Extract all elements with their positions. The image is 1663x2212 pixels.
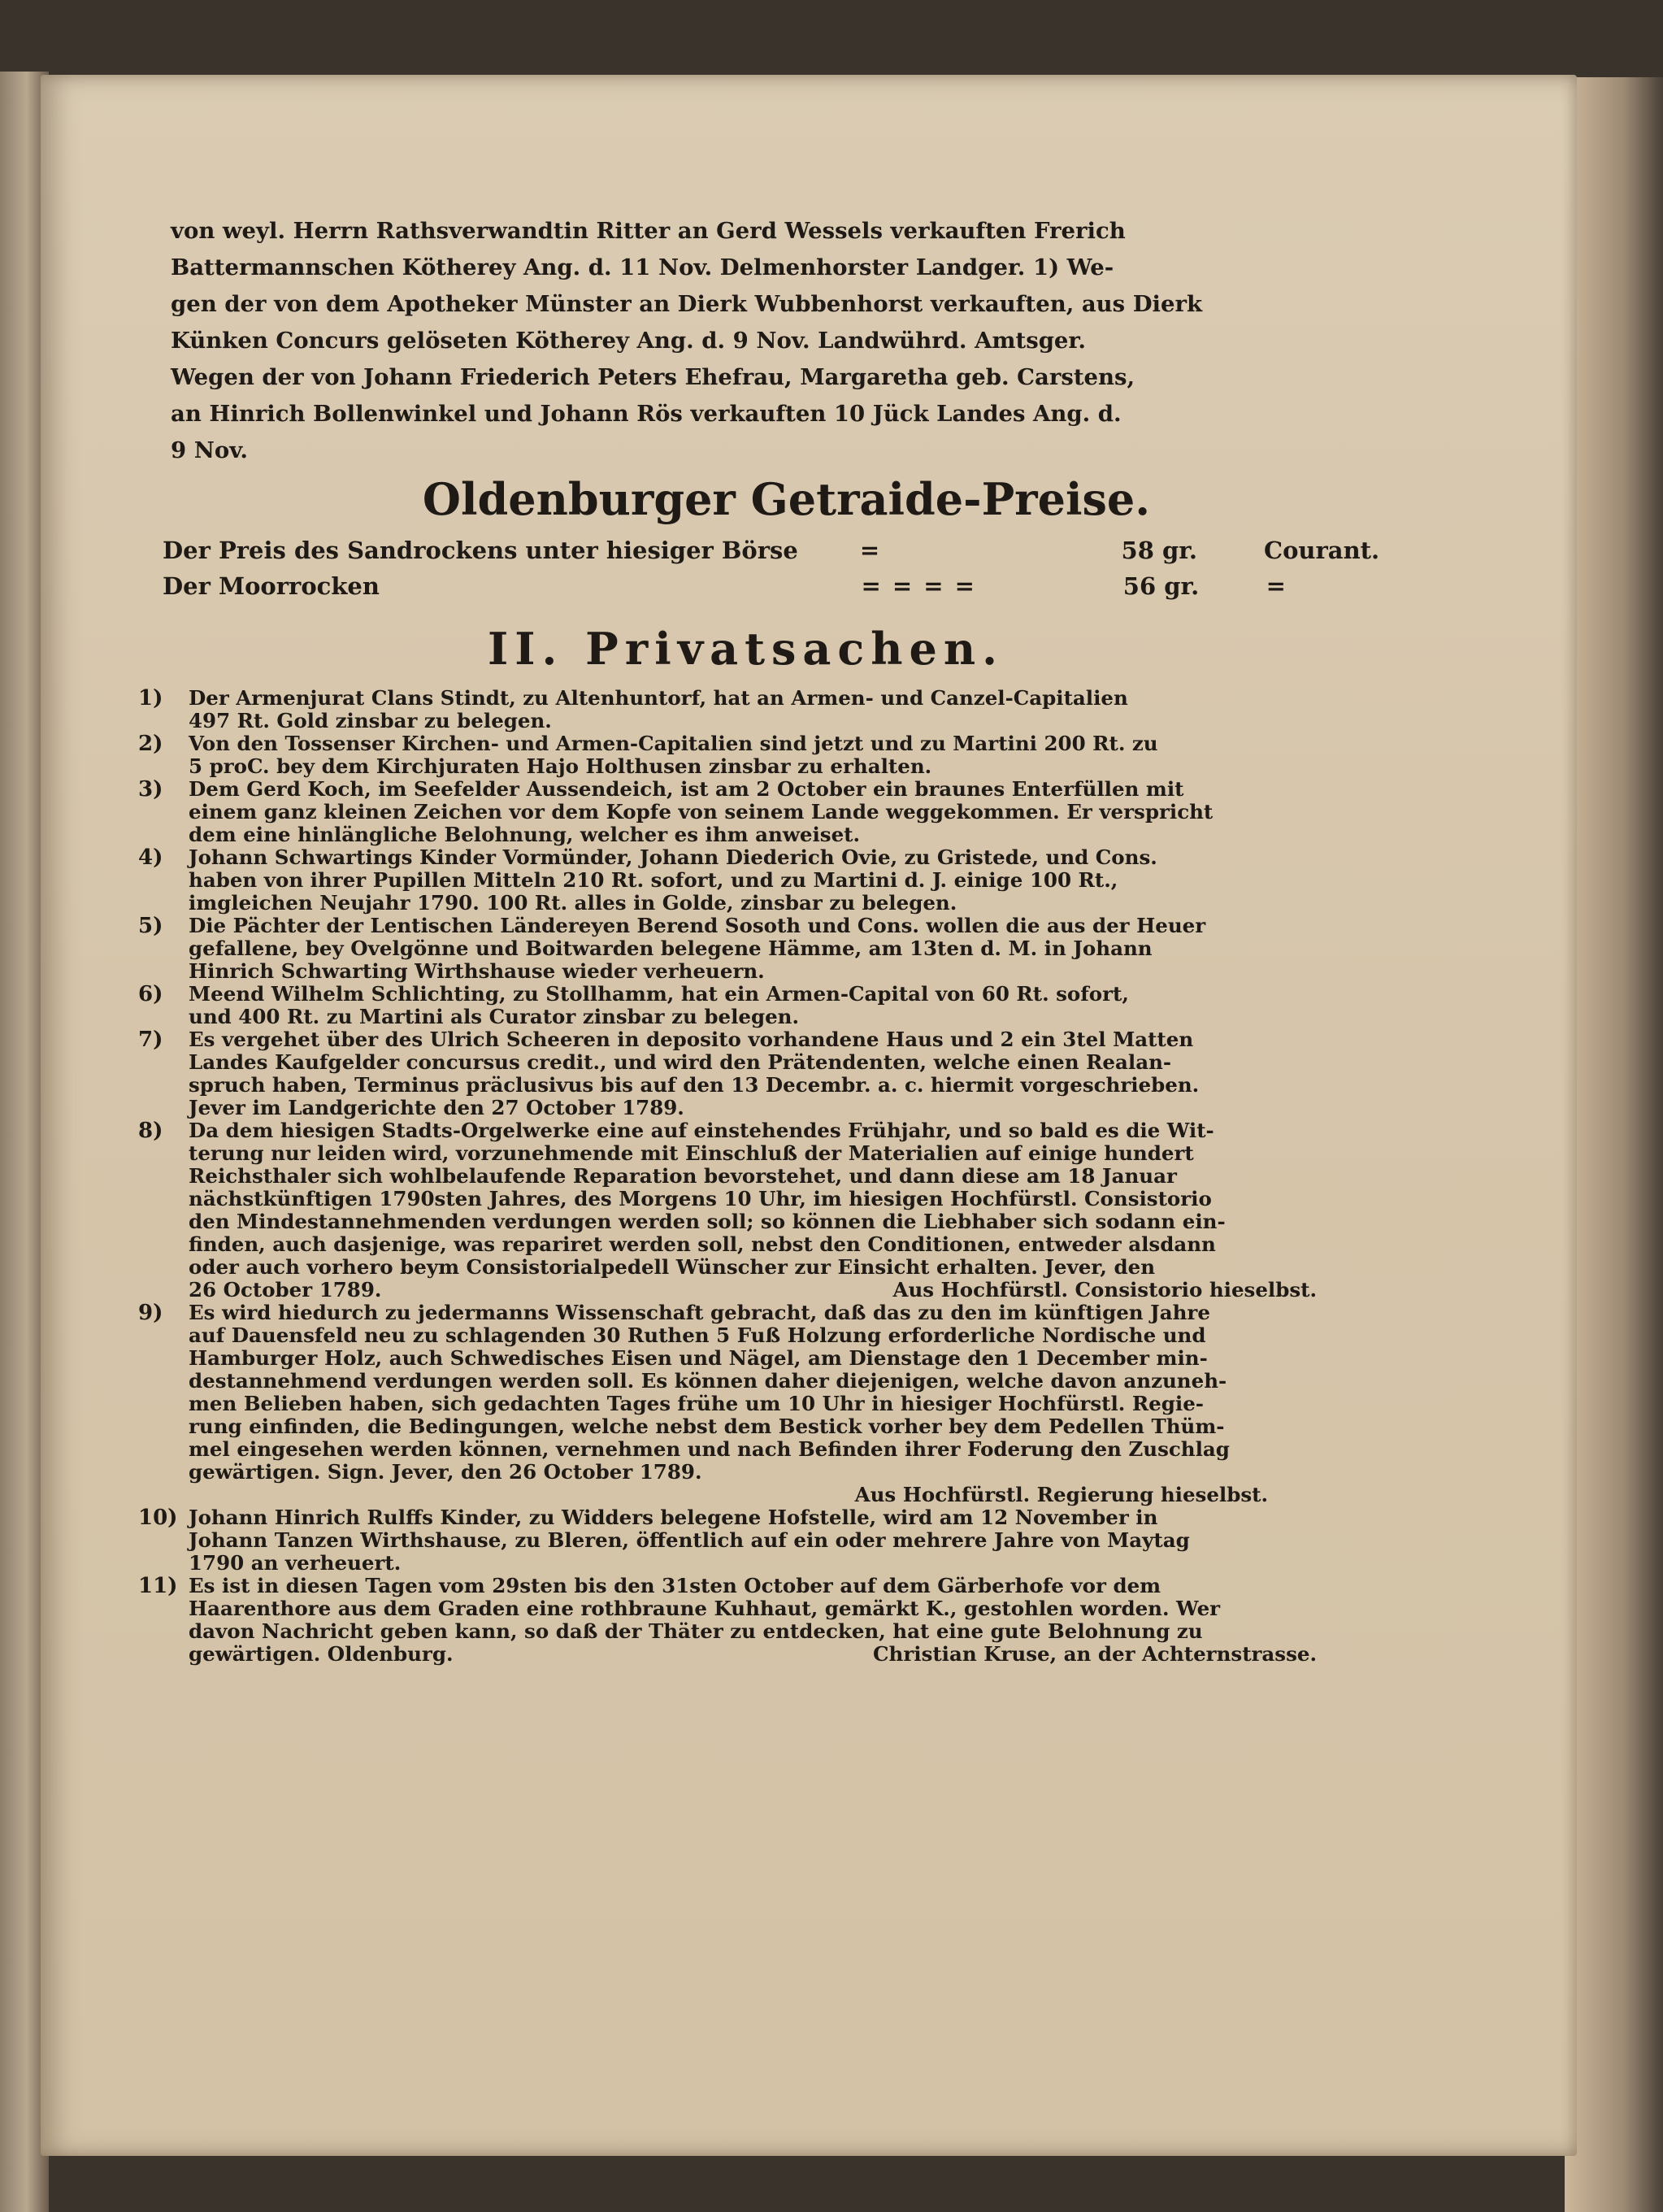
notice-item bbox=[138, 915, 1366, 983]
notice-line: Es wird hiedurch zu jedermanns Wissenschaft gebracht, daß das zu den im künftigen Jahre bbox=[189, 1301, 1210, 1324]
notice-body bbox=[189, 1575, 1366, 1666]
notice-line: Von den Tossenser Kirchen- und Armen-Capitalien sind jetzt und zu Martini 200 Rt. zu bbox=[189, 732, 1158, 755]
price-label: Der Preis des Sandrockens unter hiesiger Börse bbox=[163, 537, 798, 564]
notice-number: 3) bbox=[138, 777, 163, 802]
intro-paragraph bbox=[171, 213, 1353, 469]
price-value: 56 gr. bbox=[1122, 572, 1200, 600]
notice-line: gefallene, bey Ovelgönne und Boitwarden belegene Hämme, am 13ten d. M. in Johann bbox=[189, 937, 1153, 960]
intro-line: 9 Nov. bbox=[171, 437, 248, 463]
notice-line: oder auch vorhero beym Consistorialpedell Wünscher zur Einsicht erhalten. Jever, den bbox=[189, 1255, 1156, 1279]
notice-footer-left: gewärtigen. Oldenburg. bbox=[189, 1642, 454, 1666]
notice-line: Landes Kaufgelder concursus credit., und wird den Prätendenten, welche einen Realan- bbox=[189, 1050, 1172, 1074]
notice-body bbox=[189, 687, 1366, 732]
price-currency: = bbox=[1266, 572, 1286, 600]
notice-line: Der Armenjurat Clans Stindt, zu Altenhuntorf, hat an Armen- und Canzel-Capitalien bbox=[189, 686, 1128, 710]
notice-item bbox=[138, 983, 1366, 1028]
notice-footer-right: Christian Kruse, an der Achternstrasse. bbox=[873, 1642, 1317, 1666]
notice-number: 9) bbox=[138, 1301, 163, 1325]
notice-line: gewärtigen. Sign. Jever, den 26 October 1789. bbox=[189, 1460, 702, 1484]
notice-item bbox=[138, 1575, 1366, 1666]
notice-number: 6) bbox=[138, 982, 163, 1006]
page-text bbox=[138, 213, 1380, 1666]
section-title-private: II. Privatsachen. bbox=[488, 623, 1004, 675]
notice-body bbox=[189, 983, 1366, 1028]
notice-line: Reichsthaler sich wohlbelaufende Reparation bevorstehet, und dann diese am 18 Januar bbox=[189, 1164, 1177, 1188]
notice-number: 7) bbox=[138, 1028, 163, 1052]
notice-footer-right: Aus Hochfürstl. Consistorio hieselbst. bbox=[892, 1278, 1317, 1302]
notice-footer bbox=[189, 1279, 1366, 1302]
notice-line: imgleichen Neujahr 1790. 100 Rt. alles in Golde, zinsbar zu belegen. bbox=[189, 891, 957, 915]
price-label: Der Moorrocken bbox=[163, 572, 380, 600]
intro-line: an Hinrich Bollenwinkel und Johann Rös verkauften 10 Jück Landes Ang. d. bbox=[171, 401, 1122, 427]
notice-item bbox=[138, 778, 1366, 846]
notice-line: Meend Wilhelm Schlichting, zu Stollhamm, hat ein Armen-Capital von 60 Rt. sofort, bbox=[189, 982, 1129, 1006]
intro-line: Battermannschen Kötherey Ang. d. 11 Nov. Delmenhorster Landger. 1) We- bbox=[171, 254, 1114, 280]
notice-line: rung einfinden, die Bedingungen, welche nebst dem Bestick vorher bey dem Pedellen Thüm- bbox=[189, 1415, 1225, 1438]
price-row bbox=[163, 568, 1353, 604]
notice-line: mel eingesehen werden können, vernehmen und nach Befinden ihrer Foderung den Zuschlag bbox=[189, 1437, 1230, 1461]
notice-body bbox=[189, 846, 1366, 915]
notice-number: 8) bbox=[138, 1119, 163, 1143]
notice-body bbox=[189, 915, 1366, 983]
notice-line: Johann Hinrich Rulffs Kinder, zu Widders belegene Hofstelle, wird am 12 November in bbox=[189, 1506, 1158, 1529]
notice-body bbox=[189, 1302, 1366, 1506]
notice-item bbox=[138, 1302, 1366, 1506]
notice-item bbox=[138, 732, 1366, 778]
notice-line: nächstkünftigen 1790sten Jahres, des Morgens 10 Uhr, im hiesigen Hochfürstl. Consistorio bbox=[189, 1187, 1212, 1210]
notice-line: dem eine hinlängliche Belohnung, welcher es ihm anweiset. bbox=[189, 823, 861, 846]
price-currency: Courant. bbox=[1264, 537, 1380, 564]
notice-item bbox=[138, 1506, 1366, 1575]
price-dots: = bbox=[859, 537, 882, 564]
notice-line: davon Nachricht geben kann, so daß der Thäter zu entdecken, hat eine gute Belohnung zu bbox=[189, 1619, 1203, 1643]
notice-line: Da dem hiesigen Stadts-Orgelwerke eine auf einstehendes Frühjahr, und so bald es die Wit- bbox=[189, 1119, 1214, 1142]
notice-body bbox=[189, 1506, 1366, 1575]
notice-number: 5) bbox=[138, 914, 163, 938]
notice-line: einem ganz kleinen Zeichen vor dem Kopfe von seinem Lande weggekommen. Er verspricht bbox=[189, 800, 1214, 824]
intro-line: von weyl. Herrn Rathsverwandtin Ritter an Gerd Wessels verkauften Frerich bbox=[171, 218, 1126, 244]
notice-line: Johann Schwartings Kinder Vormünder, Johann Diederich Ovie, zu Gristede, und Cons. bbox=[189, 845, 1157, 869]
page-stack-edge bbox=[1565, 77, 1663, 2212]
notice-line: Hinrich Schwarting Wirthshause wieder verheuern. bbox=[189, 959, 765, 983]
notice-footer bbox=[189, 1643, 1366, 1666]
price-value: 58 gr. bbox=[1121, 537, 1197, 564]
notice-number: 11) bbox=[138, 1574, 178, 1598]
notice-line: 497 Rt. Gold zinsbar zu belegen. bbox=[189, 709, 552, 732]
notice-footer-left: 26 October 1789. bbox=[189, 1278, 382, 1302]
notice-line: 1790 an verheuert. bbox=[189, 1551, 402, 1575]
notice-body bbox=[189, 778, 1366, 846]
notice-number: 4) bbox=[138, 845, 163, 870]
notice-item bbox=[138, 687, 1366, 732]
notice-body bbox=[189, 1028, 1366, 1119]
section-title-prices: Oldenburger Getraide-Preise. bbox=[422, 473, 1151, 525]
notice-line: auf Dauensfeld neu zu schlagenden 30 Ruthen 5 Fuß Holzung erforderliche Nordische und bbox=[189, 1323, 1206, 1347]
notice-line: 5 proC. bey dem Kirchjuraten Hajo Holthusen zinsbar zu erhalten. bbox=[189, 754, 932, 778]
price-dots: = = = = bbox=[861, 572, 976, 600]
notice-line: haben von ihrer Pupillen Mitteln 210 Rt. sofort, und zu Martini d. J. einige 100 Rt., bbox=[189, 868, 1118, 892]
notice-line: Es ist in diesen Tagen vom 29sten bis den 31sten October auf dem Gärberhofe vor dem bbox=[189, 1574, 1161, 1597]
notice-item bbox=[138, 1028, 1366, 1119]
intro-line: Künken Concurs gelöseten Kötherey Ang. d. 9 Nov. Landwührd. Amtsger. bbox=[171, 328, 1086, 354]
notice-line: destannehmend verdungen werden soll. Es können daher diejenigen, welche davon anzuneh- bbox=[189, 1369, 1227, 1393]
notice-line: Jever im Landgerichte den 27 October 1789. bbox=[189, 1096, 684, 1119]
notice-item bbox=[138, 846, 1366, 915]
notice-line: Haarenthore aus dem Graden eine rothbraune Kuhhaut, gemärkt K., gestohlen worden. Wer bbox=[189, 1597, 1221, 1620]
notice-item bbox=[138, 1119, 1366, 1302]
notice-line: spruch haben, Terminus präclusivus bis auf den 13 Decembr. a. c. hiermit vorgeschrieben. bbox=[189, 1073, 1200, 1097]
notice-signature: Aus Hochfürstl. Regierung hieselbst. bbox=[854, 1483, 1268, 1506]
notice-line: Hamburger Holz, auch Schwedisches Eisen und Nägel, am Dienstage den 1 December min- bbox=[189, 1346, 1208, 1370]
notice-line: finden, auch dasjenige, was repariret werden soll, nebst den Conditionen, entweder alsdann bbox=[189, 1232, 1216, 1256]
price-row bbox=[163, 532, 1380, 568]
notice-number: 10) bbox=[138, 1506, 178, 1530]
notice-body bbox=[189, 1119, 1366, 1302]
notice-number: 2) bbox=[138, 732, 163, 756]
intro-line: Wegen der von Johann Friederich Peters Ehefrau, Margaretha geb. Carstens, bbox=[171, 364, 1135, 390]
notice-line: Dem Gerd Koch, im Seefelder Aussendeich, ist am 2 October ein braunes Enterfüllen mit bbox=[189, 777, 1184, 801]
notice-line: Es vergehet über des Ulrich Scheeren in deposito vorhandene Haus und 2 ein 3tel Matten bbox=[189, 1028, 1194, 1051]
notice-list bbox=[138, 687, 1366, 1666]
notice-line: Die Pächter der Lentischen Ländereyen Berend Sosoth und Cons. wollen die aus der Heuer bbox=[189, 914, 1206, 937]
notice-line: terung nur leiden wird, vorzunehmende mit Einschluß der Materialien auf einige hundert bbox=[189, 1141, 1194, 1165]
intro-line: gen der von dem Apotheker Münster an Dierk Wubbenhorst verkauften, aus Dierk bbox=[171, 291, 1203, 317]
notice-body bbox=[189, 732, 1366, 778]
notice-line: Johann Tanzen Wirthshause, zu Bleren, öffentlich auf ein oder mehrere Jahre von Maytag bbox=[189, 1528, 1190, 1552]
notice-number: 1) bbox=[138, 686, 163, 711]
notice-line: den Mindestannehmenden verdungen werden soll; so können die Liebhaber sich sodann ein- bbox=[189, 1210, 1226, 1233]
notice-line: men Belieben haben, sich gedachten Tages frühe um 10 Uhr in hiesiger Hochfürstl. Regie- bbox=[189, 1392, 1204, 1415]
notice-line: und 400 Rt. zu Martini als Curator zinsbar zu belegen. bbox=[189, 1005, 800, 1028]
